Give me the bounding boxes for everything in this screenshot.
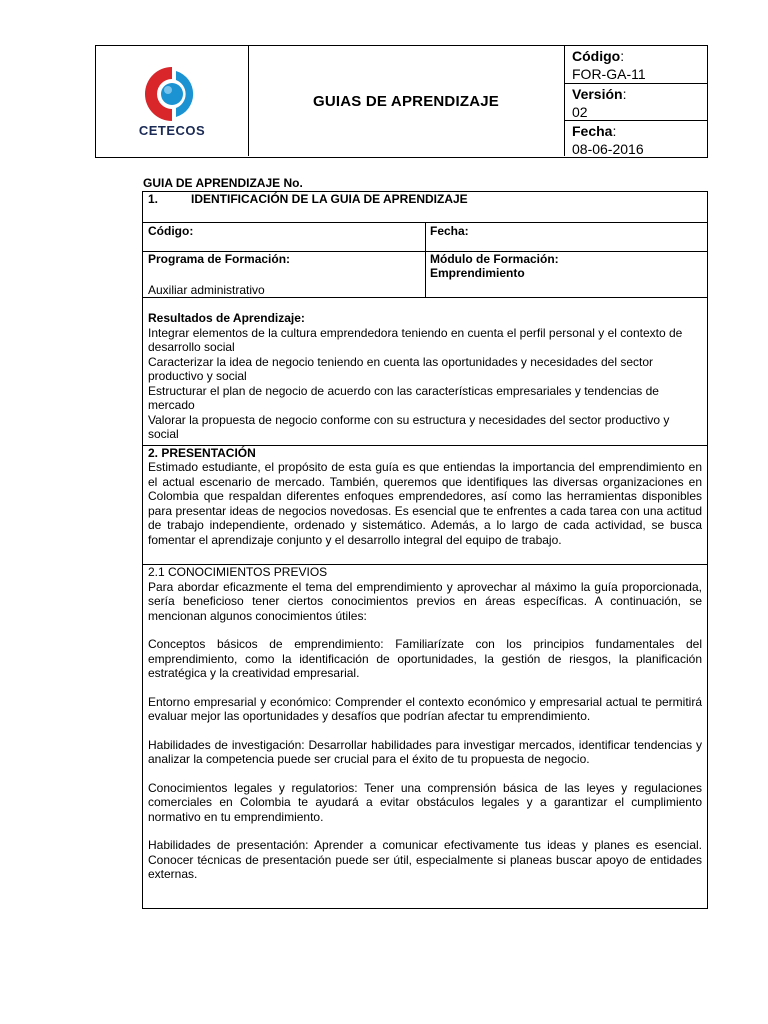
metadata-cells bbox=[564, 46, 707, 156]
version-value: 02 bbox=[572, 104, 588, 120]
section1-number: 1. bbox=[148, 192, 159, 206]
learning-results-row bbox=[143, 298, 707, 446]
results-label: Resultados de Aprendizaje: bbox=[148, 311, 305, 325]
code-label: Código bbox=[572, 48, 621, 64]
logo-cell bbox=[96, 46, 249, 156]
cetecos-logo-icon bbox=[132, 63, 212, 125]
result-item: Integrar elementos de la cultura emprendedora teniendo en cuenta el perfil personal y el contexto de desarrollo social bbox=[148, 325, 683, 354]
prior-knowledge-paragraph: Habilidades de presentación: Aprender a comunicar efectivamente tus ideas y planes es esencial. Conocer técnicas de presentación puede ser útil, especialmente si planeas buscar apoyo de entidades externas. bbox=[148, 838, 702, 881]
document-title: GUIAS DE APRENDIZAJE bbox=[313, 92, 499, 110]
section1-title-row bbox=[143, 192, 707, 223]
result-item: Estructurar el plan de negocio de acuerdo con las características empresariales y tendencias de mercado bbox=[148, 383, 659, 412]
program-module-row bbox=[143, 252, 707, 298]
date-colon: : bbox=[612, 123, 617, 139]
code-value: FOR-GA-11 bbox=[572, 66, 646, 82]
module-value: Emprendimiento bbox=[430, 266, 525, 280]
version-colon: : bbox=[622, 86, 627, 102]
prior-knowledge-paragraph: Para abordar eficazmente el tema del emprendimiento y aprovechar al máximo la guía proporcionada, sería beneficioso tener ciertos conocimientos previos en áreas específicas. A continuación, se mencionan algunos conocimientos útiles: bbox=[148, 579, 702, 623]
program-value: Auxiliar administrativo bbox=[148, 283, 265, 297]
date-value: 08-06-2016 bbox=[572, 141, 644, 157]
guide-number-heading: GUIA DE APRENDIZAJE No. bbox=[143, 176, 303, 190]
guide-table bbox=[142, 191, 708, 909]
presentation-text: Estimado estudiante, el propósito de esta guía es que entiendas la importancia del emprendimiento en el actual escenario de mercado. También, queremos que identifiques las diversas organizaciones en Colombia que respaldan diferentes enfoques emprendedores, así como las herramientas disponibles para presentar ideas de negocios novedosas. Es esencial que te enfrentes a cada tarea con una actitud de trabajo independiente, ordenado y sistemático. Además, a lo largo de cada actividad, se busca fomentar el aprendizaje conjunto y el desarrollo integral del equipo de trabajo. bbox=[148, 460, 702, 547]
presentation-title: 2. PRESENTACIÓN bbox=[148, 446, 256, 460]
prior-knowledge-row bbox=[143, 565, 707, 908]
logo-text: CETECOS bbox=[138, 123, 206, 138]
program-label: Programa de Formación: bbox=[148, 252, 291, 266]
column-divider bbox=[425, 223, 426, 251]
module-label: Módulo de Formación: bbox=[430, 252, 559, 266]
guide-date-label: Fecha: bbox=[430, 224, 469, 238]
version-label: Versión bbox=[572, 86, 623, 102]
column-divider bbox=[425, 252, 426, 297]
prior-knowledge-title: 2.1 CONOCIMIENTOS PREVIOS bbox=[148, 565, 328, 579]
prior-knowledge-paragraph: Habilidades de investigación: Desarrollar habilidades para investigar mercados, identificar tendencias y analizar la competencia puede ser crucial para el éxito de tu propuesta de negocio. bbox=[148, 737, 702, 766]
date-label: Fecha bbox=[572, 123, 613, 139]
code-cell bbox=[565, 46, 707, 84]
version-cell bbox=[565, 84, 707, 121]
code-date-row bbox=[143, 223, 707, 252]
code-colon: : bbox=[620, 48, 625, 64]
prior-knowledge-paragraph: Conceptos básicos de emprendimiento: Familiarízate con los principios fundamentales del emprendimiento, como la identificación de oportunidades, la gestión de riesgos, la planificación estratégica y la creatividad empresarial. bbox=[148, 637, 702, 680]
document-header bbox=[95, 45, 708, 158]
date-cell bbox=[565, 121, 707, 156]
result-item: Caracterizar la idea de negocio teniendo en cuenta las oportunidades y necesidades del sector productivo y social bbox=[148, 354, 653, 383]
prior-knowledge-paragraph: Conocimientos legales y regulatorios: Tener una comprensión básica de las leyes y regulaciones comerciales en Colombia te ayudará a evitar obstáculos legales y a garantizar el cumplimiento normativo en tu emprendimiento. bbox=[148, 780, 702, 824]
result-item: Valorar la propuesta de negocio conforme con su estructura y necesidades del sector productivo y social bbox=[148, 412, 670, 441]
guide-code-label: Código: bbox=[148, 224, 194, 238]
section1-title: IDENTIFICACIÓN DE LA GUIA DE APRENDIZAJE bbox=[191, 192, 468, 206]
presentation-row bbox=[143, 446, 707, 565]
prior-knowledge-paragraph: Entorno empresarial y económico: Comprender el contexto económico y empresarial actual te permitirá evaluar mejor las oportunidades y desafíos que podrían afectar tu emprendimiento. bbox=[148, 694, 702, 723]
